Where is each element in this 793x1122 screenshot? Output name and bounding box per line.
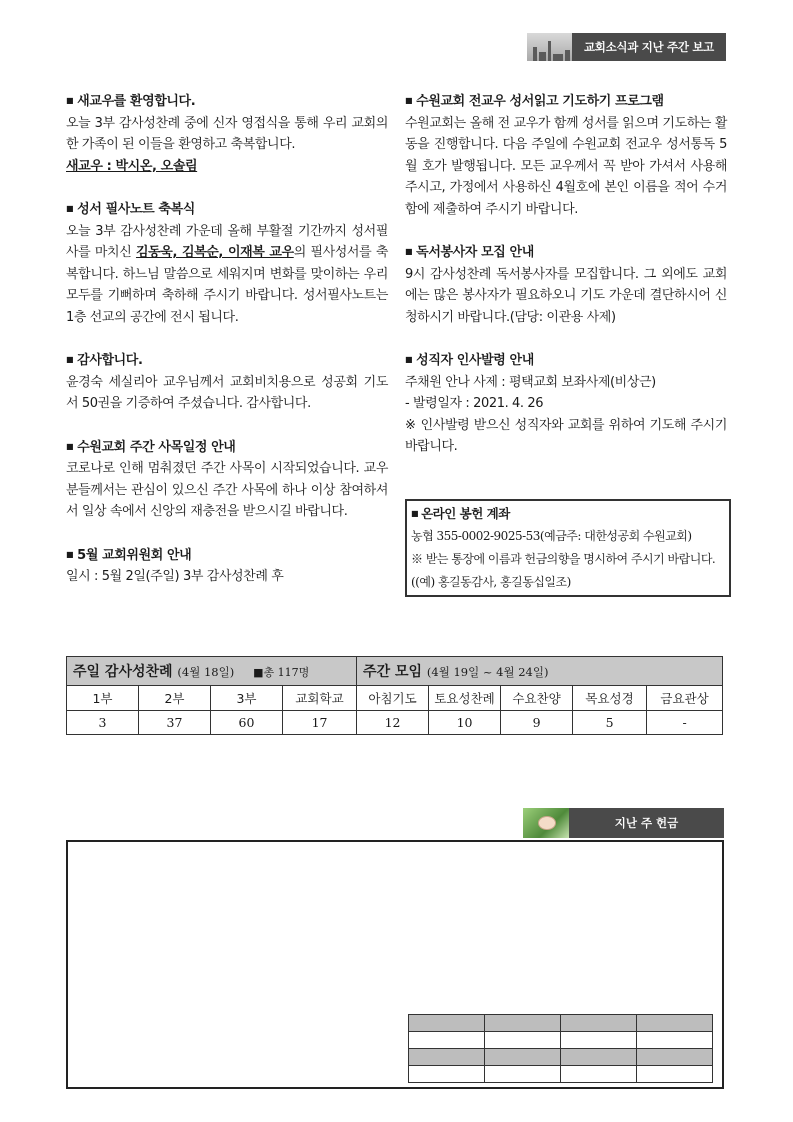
column-label: 3부 [211,686,283,711]
section-title: ■ 성서 필사노트 축복식 [66,198,388,221]
column-label: 수요찬양 [501,686,573,711]
offering-report-box [66,840,724,1089]
weekly-meetings-date: (4월 19일 ~ 4월 24일) [426,665,549,679]
page-header-title: 교회소식과 지난 주간 보고 [572,33,726,61]
news-thanks [66,349,388,415]
column-label: 목요성경 [573,686,647,711]
appointment-date: - 발령일자 : 2021. 4. 26 [405,396,544,411]
hands-icon [523,808,569,838]
table-cell [409,1015,485,1032]
news-new-members [66,90,388,177]
news-council-meeting [66,544,388,588]
section-title: ■ 5월 교회위원회 안내 [66,544,388,567]
table-cell [485,1032,561,1049]
attendance-value: 10 [429,711,501,735]
section-body: 일시 : 5월 2일(주일) 3부 감사성찬례 후 [66,569,284,584]
body-text: 의 필사성서를 축복합니다. 하느님 말씀으로 세워지며 변화를 맞이하는 우리 모두를 기뻐하며 축하해 주시기 바랍니다. 성서필사노트는 1층 선교의 공간에 전시 됩니다. [66,245,388,325]
table-cell [409,1049,485,1066]
page-header-badge [527,33,726,61]
appointment-note: ※ 인사발령 받으신 성직자와 교회를 위하여 기도해 주시기 바랍니다. [405,417,727,454]
table-cell [637,1015,713,1032]
section-title: ■ 새교우를 환영합니다. [66,90,388,113]
right-column [405,90,727,479]
attendance-value: 17 [283,711,357,735]
table-cell [485,1049,561,1066]
attendance-labels-row [67,686,723,711]
offering-section-badge [523,808,724,838]
new-members-names: 새교우 : 박시온, 오솔림 [66,158,198,174]
body-text: 오늘 3부 감사성찬례 가운데 올해 부활절 기간까지 성서필사를 마치신 [66,223,388,260]
news-weekly-ministry [66,436,388,523]
column-label: 1부 [67,686,139,711]
news-bible-transcription [66,198,388,328]
column-label: 아침기도 [357,686,429,711]
column-label: 토요성찬례 [429,686,501,711]
section-body [66,221,388,329]
weekly-meetings-header [357,657,723,686]
table-cell [485,1066,561,1083]
offering-note: ※ 받는 통장에 이름과 헌금의향을 명시하여 주시기 바랍니다.((예) 홍길동감사, 홍길동십일조) [411,552,716,589]
bank-account: 농협 355-0002-9025-53(예금주: 대한성공회 수원교회) [411,529,692,543]
table-cell [409,1032,485,1049]
table-row [409,1032,713,1049]
offering-section-title: 지난 주 헌금 [569,808,724,838]
table-row [409,1049,713,1066]
attendance-value: 3 [67,711,139,735]
section-body: 9시 감사성찬례 독서봉사자를 모집합니다. 그 외에도 교회에는 많은 봉사자가 필요하오니 기도 가운데 결단하시어 신청하시기 바랍니다.(담당: 이관용 사제) [405,266,727,325]
table-cell [561,1015,637,1032]
section-title: ■ 독서봉사자 모집 안내 [405,241,727,264]
transcribers-names: 김동욱, 김복순, 이재복 교우 [135,245,294,260]
section-body: 코로나로 인해 멈춰졌던 주간 사목이 시작되었습니다. 교우분들께서는 관심이 있으신 주간 사목에 하나 이상 참여하셔서 일상 속에서 신앙의 재충전을 받으시길 바랍니다. [66,461,388,519]
sunday-service-date: (4월 18일) [177,665,235,679]
online-offering-title: ■ 온라인 봉헌 계좌 [411,502,725,525]
table-cell [561,1066,637,1083]
sunday-service-header [67,657,357,686]
table-cell [637,1032,713,1049]
weekly-meetings-title: 주간 모임 [363,664,423,680]
column-label: 금요관상 [647,686,723,711]
table-cell [485,1015,561,1032]
news-clergy-appointment [405,349,727,458]
section-body: 오늘 3부 감사성찬례 중에 신자 영접식을 통해 우리 교회의 한 가족이 된 이들을 환영하고 축복합니다. [66,115,388,152]
table-row [409,1066,713,1083]
attendance-value: 5 [573,711,647,735]
attendance-value: - [647,711,723,735]
column-label: 2부 [139,686,211,711]
table-cell [637,1049,713,1066]
section-title: ■ 수원교회 주간 사목일정 안내 [66,436,388,459]
column-label: 교회학교 [283,686,357,711]
attendance-value: 37 [139,711,211,735]
sunday-service-title: 주일 감사성찬례 [73,664,173,680]
table-cell [409,1066,485,1083]
news-reader-volunteers [405,241,727,328]
table-cell [637,1066,713,1083]
table-cell [561,1032,637,1049]
section-body: 수원교회는 올해 전 교우가 함께 성서를 읽으며 기도하는 활동을 진행합니다. 다음 주일에 수원교회 전교우 성서통독 5월 호가 발행됩니다. 모든 교우께서 꼭 받아 가셔서 사용해 주시고, 가정에서 사용하신 4월호에 본인 이름을 적어 수거함에 제출하여 주시기 바랍니다. [405,115,727,217]
attendance-value: 12 [357,711,429,735]
section-title: ■ 수원교회 전교우 성서읽고 기도하기 프로그램 [405,90,727,113]
building-icon [527,33,572,61]
table-row [409,1015,713,1032]
offering-summary-table [408,1014,713,1083]
online-offering-box [405,499,731,597]
news-bible-reading-program [405,90,727,220]
section-title: ■ 성직자 인사발령 안내 [405,349,727,372]
section-body: 윤경숙 세실리아 교우님께서 교회비치용으로 성공회 기도서 50권을 기증하여 주셨습니다. 감사합니다. [66,374,388,411]
attendance-table [66,656,723,735]
sunday-total: ■총 117명 [253,666,310,679]
table-cell [561,1049,637,1066]
appointment-line: 주채원 안나 사제 : 평택교회 보좌사제(비상근) [405,374,656,390]
section-title: ■ 감사합니다. [66,349,388,372]
left-column [66,90,388,609]
attendance-values-row [67,711,723,735]
attendance-value: 9 [501,711,573,735]
attendance-value: 60 [211,711,283,735]
